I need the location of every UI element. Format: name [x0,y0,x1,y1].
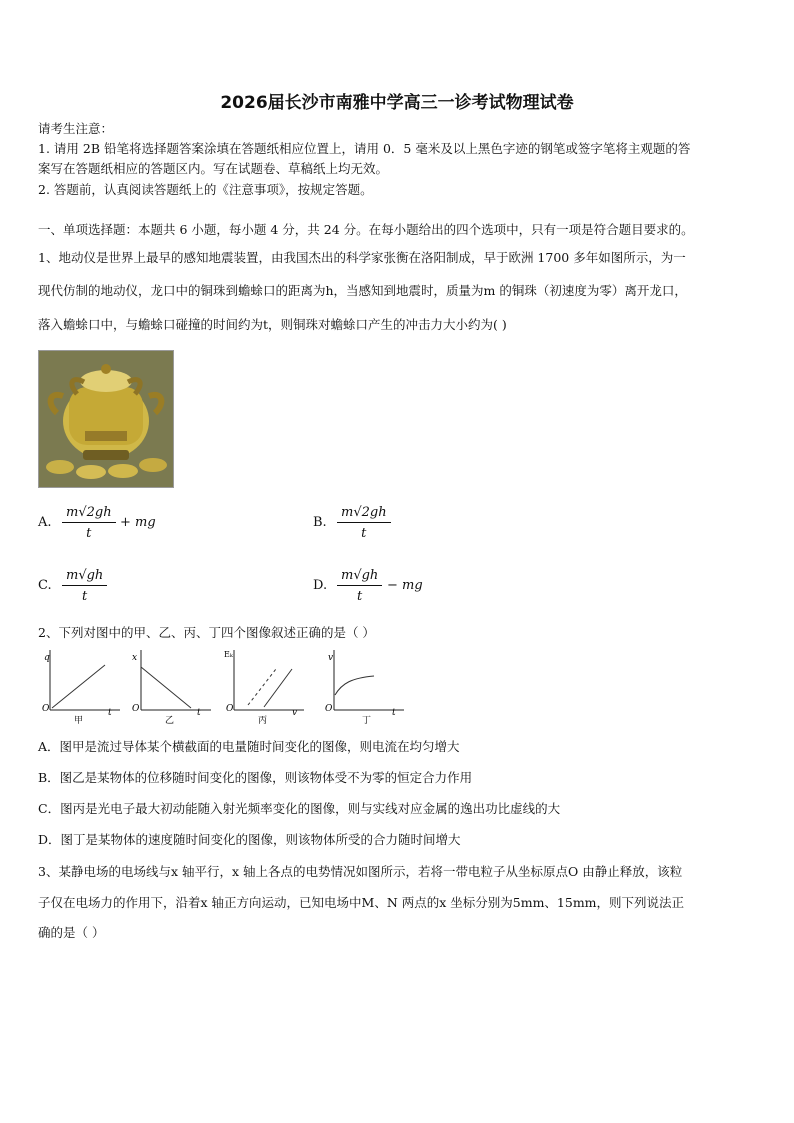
graph-yi-line [141,667,191,708]
notice-item-1b: 案写在答题纸相应的答题区内。写在试题卷、草稿纸上均无效。 [38,161,389,176]
graph-bing [222,645,312,725]
option-b-denominator: t [361,526,367,541]
option-c-denominator: t [82,589,88,604]
question-2-choice-b[interactable]: B．图乙是某物体的位移随时间变化的图像，则该物体受不为零的恒定合力作用 [38,770,473,785]
option-a-label: A. [38,515,52,530]
graph-jia-y-label: q [44,653,50,663]
question-2-stem: 2、下列对图中的甲、乙、丙、丁四个图像叙述正确的是（ ） [38,625,375,640]
option-a-tail: + mg [120,515,156,530]
graph-bing-dashed-line [248,669,276,705]
notice-heading: 请考生注意： [38,121,114,136]
option-d-fraction [337,568,382,604]
graph-jia-line [52,665,105,708]
notice-item-1a: 1. 请用 2B 铅笔将选择题答案涂填在答题纸相应位置上，请用 0．5 毫米及以上黑色字迹的钢笔或签字笔将主观题的答 [38,141,691,156]
question-1-line-2: 现代仿制的地动仪，龙口中的铜珠到蟾蜍口的距离为h，当感知到地震时，质量为m 的铜珠（初速度为零）离开龙口， [38,283,687,298]
graph-jia-name: 甲 [74,716,84,726]
question-2-choice-c[interactable]: C．图丙是光电子最大初动能随入射光频率变化的图像，则与实线对应金属的逸出功比虚线的大 [38,801,561,816]
graph-ding [322,645,412,725]
question-3-line-2: 子仅在电场力的作用下，沿着x 轴正方向运动，已知电场中M、N 两点的x 坐标分别为5mm、15mm，则下列说法正 [38,895,685,910]
option-c[interactable] [38,568,218,613]
seismograph-photo [38,350,174,488]
option-b-fraction [337,505,391,541]
graph-bing-y-label: Eₖ [224,650,233,659]
question-1-line-1: 1、地动仪是世界上最早的感知地震装置，由我国杰出的科学家张衡在洛阳制成，早于欧洲 1700 多年如图所示，为一 [38,250,686,265]
graph-ding-x-label: t [392,708,396,718]
section-heading: 一、单项选择题：本题共 6 小题，每小题 4 分，共 24 分。在每小题给出的四个选项中，只有一项是符合题目要求的。 [38,222,694,237]
option-d-denominator: t [357,589,363,604]
graph-ding-y-label: v [328,653,334,663]
option-d-tail: − mg [387,578,423,593]
graph-bing-name: 丙 [258,716,268,726]
option-c-numerator: m√gh [62,568,107,586]
option-b-label: B. [313,515,327,530]
option-d-numerator: m√gh [337,568,382,586]
seismograph-illustration [39,351,173,487]
option-a-numerator: m√2gh [62,505,116,523]
option-b-numerator: m√2gh [337,505,391,523]
option-a-fraction [62,505,116,541]
question-1-line-3: 落入蟾蜍口中，与蟾蜍口碰撞的时间约为t，则铜珠对蟾蜍口产生的冲击力大小约为( ) [38,317,507,332]
graph-ding-name: 丁 [362,716,372,726]
graph-yi-name: 乙 [165,716,175,726]
option-b[interactable] [313,505,493,550]
graph-yi-origin: O [132,704,140,714]
graph-yi-y-label: x [132,653,138,663]
notice-item-2: 2. 答题前，认真阅读答题纸上的《注意事项》，按规定答题。 [38,182,373,197]
graph-yi [129,645,219,725]
option-c-label: C. [38,578,52,593]
graph-bing-solid-line [264,669,292,707]
graph-jia-origin: O [42,704,50,714]
question-3-line-1: 3、某静电场的电场线与x 轴平行，x 轴上各点的电势情况如图所示，若将一带电粒子从坐标原点O 由静止释放，该粒 [38,864,683,879]
option-a-denominator: t [86,526,92,541]
graph-yi-x-label: t [197,708,201,718]
question-2-choice-d[interactable]: D．图丁是某物体的速度随时间变化的图像，则该物体所受的合力随时间增大 [38,832,461,847]
option-a[interactable] [38,505,258,550]
graph-bing-x-label: v [292,708,298,718]
graph-jia [38,645,128,725]
graph-ding-curve [335,676,374,695]
page-title: 2026届长沙市南雅中学高三一诊考试物理试卷 [220,93,574,113]
option-d[interactable] [313,568,533,613]
graph-bing-origin: O [226,704,234,714]
question-3-line-3: 确的是（ ） [38,925,105,940]
question-2-choice-a[interactable]: A．图甲是流过导体某个横截面的电量随时间变化的图像，则电流在均匀增大 [38,739,460,754]
graph-jia-x-label: t [108,708,112,718]
graph-ding-origin: O [325,704,333,714]
option-d-label: D. [313,578,328,593]
option-c-fraction [62,568,107,604]
